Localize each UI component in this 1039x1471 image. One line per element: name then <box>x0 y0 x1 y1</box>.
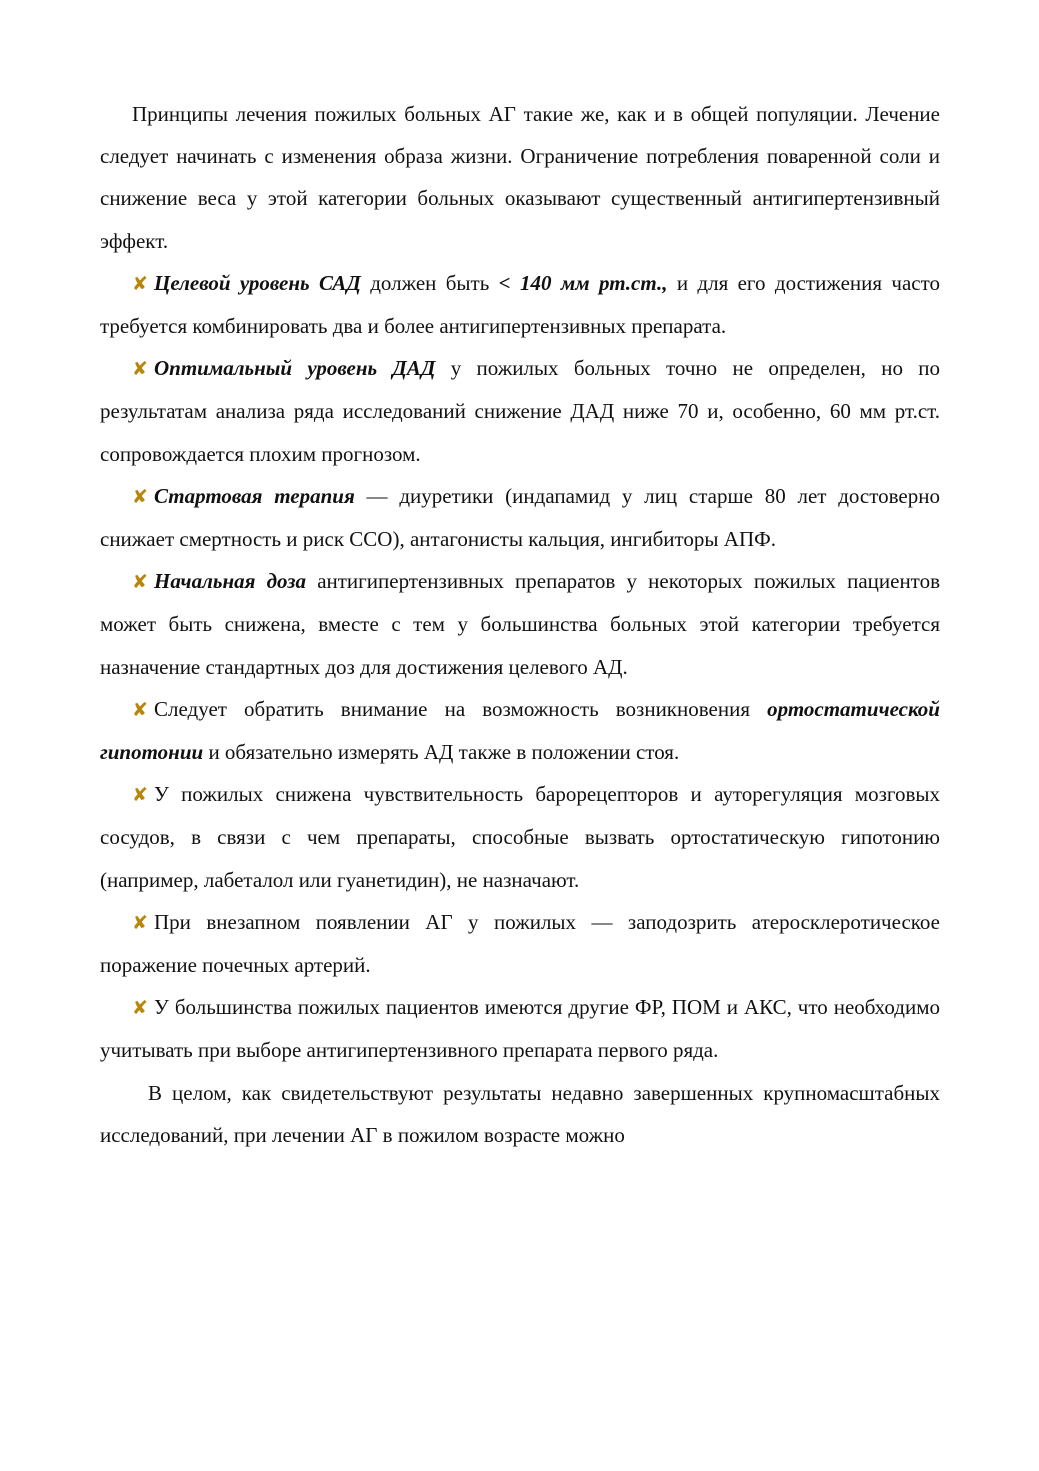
cross-mark-icon: ✘ <box>132 997 148 1020</box>
closing-paragraph: В целом, как свидетельствуют результаты недавно завершенных крупномасштабных исследований, при лечении АГ в пожилом возрасте можно <box>100 1080 940 1147</box>
bullet-text: у пожилых больных точно не определен, но по результатам анализа ряда исследований снижение ДАД ниже 70 и, особенно, 60 мм рт.ст. сопровождается плохим прогнозом. <box>100 356 940 466</box>
bullet-comorbidity <box>100 986 940 1071</box>
term-optimal-dad: Оптимальный уровень ДАД <box>154 356 436 381</box>
bullet-target-sad <box>100 262 940 347</box>
cross-mark-icon: ✘ <box>132 911 148 934</box>
term-start-therapy: Стартовая терапия <box>154 483 355 508</box>
bullet-optimal-dad <box>100 347 940 475</box>
bullet-text: и для его достижения часто требуется комбинировать два и более антигипертензивных препарата. <box>100 270 940 339</box>
bullet-text: антигипертензивных препаратов у некоторых пожилых пациентов может быть снижена, вместе с тем у большинства больных этой категории требуется назначение стандартных доз для достижения целевого АД. <box>100 569 941 679</box>
bullet-text: Следует обратить внимание на возможность возникновения <box>154 696 768 721</box>
bullet-baroreceptors <box>100 773 940 901</box>
term-target-sad: Целевой уровень САД <box>154 270 361 295</box>
bullet-text: У большинства пожилых пациентов имеются другие ФР, ПОМ и АКС, что необходимо учитывать при выборе антигипертензивного препарата первого ряда. <box>100 995 940 1063</box>
bullet-text: — диуретики (индапамид у лиц старше 80 лет достоверно снижает смертность и риск ССО), антагонисты кальция, ингибиторы АПФ. <box>100 483 940 552</box>
term-initial-dose: Начальная доза <box>154 569 306 594</box>
bullet-text: и обязательно измерять АД также в положении стоя. <box>203 740 680 765</box>
cross-mark-icon: ✘ <box>132 698 148 721</box>
term-value: < 140 мм рт.ст., <box>498 270 668 295</box>
cross-mark-icon: ✘ <box>132 358 148 381</box>
bullet-orthostatic <box>100 688 940 773</box>
cross-mark-icon: ✘ <box>132 571 148 594</box>
bullet-text: У пожилых снижена чувствительность барорецепторов и ауторегуляция мозговых сосудов, в связи с чем препараты, способные вызвать ортостатическую гипотонию (например, лабеталол или гуанетидин), не назначают. <box>100 782 940 892</box>
cross-mark-icon: ✘ <box>132 784 148 807</box>
cross-mark-icon: ✘ <box>132 485 148 508</box>
bullet-text: должен быть <box>360 270 499 295</box>
term-orthostatic: ортостатической гипотонии <box>100 696 940 765</box>
bullet-text: При внезапном появлении АГ у пожилых — заподозрить атеросклеротическое поражение почечных артерий. <box>100 909 940 978</box>
bullet-start-therapy <box>100 475 940 560</box>
cross-mark-icon: ✘ <box>132 272 148 295</box>
intro-paragraph: Принципы лечения пожилых больных АГ такие же, как и в общей популяции. Лечение следует начинать с изменения образа жизни. Ограничение потребления поваренной соли и снижение веса у этой категории больных оказывают существенный антигипертензивный эффект. <box>100 102 940 253</box>
bullet-initial-dose <box>100 560 940 688</box>
document-page <box>100 93 940 1156</box>
bullet-sudden-onset <box>100 901 940 986</box>
